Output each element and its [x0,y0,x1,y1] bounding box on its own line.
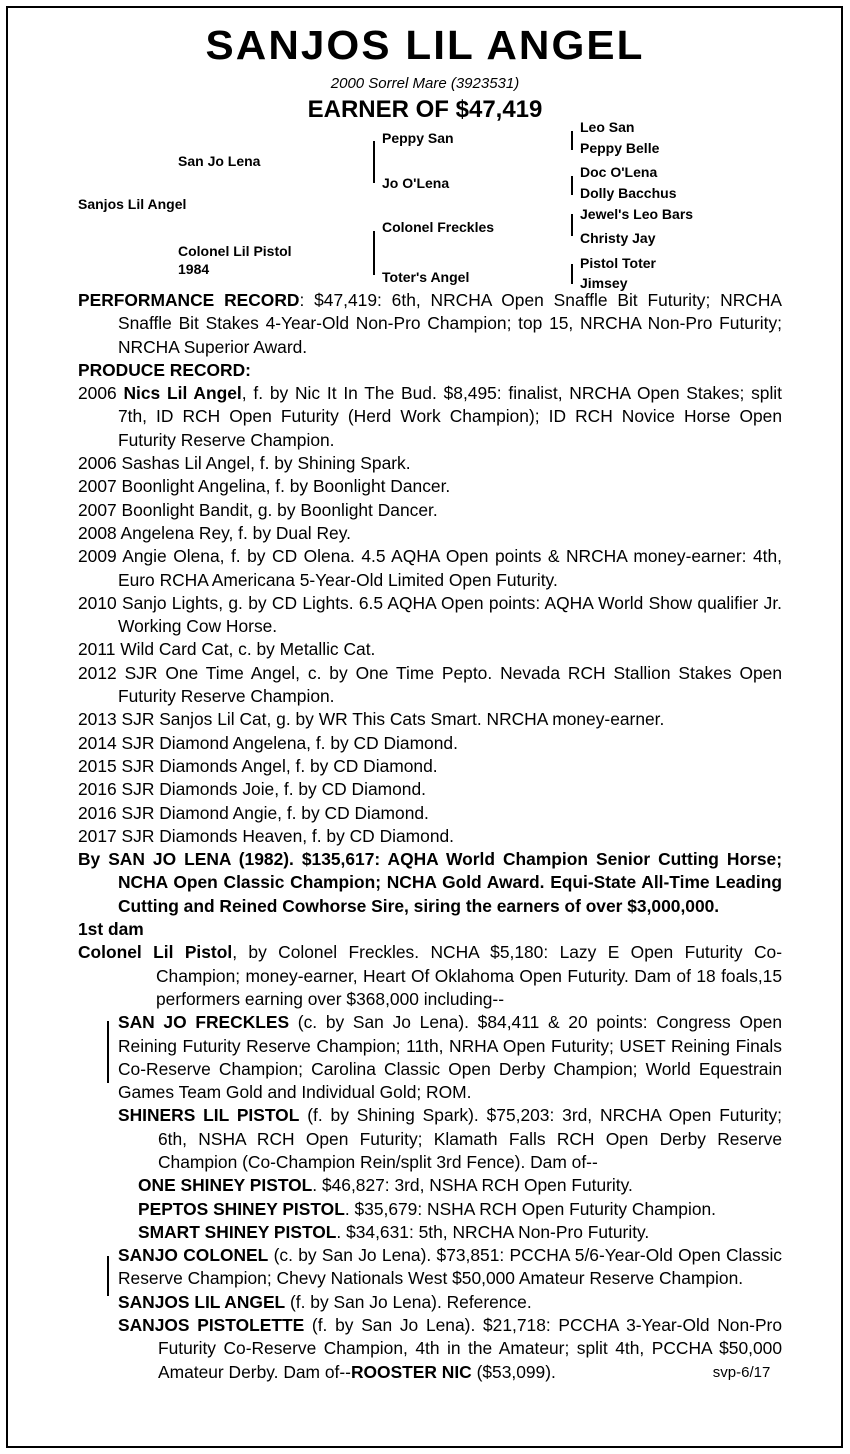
produce-item: 2016 SJR Diamonds Joie, f. by CD Diamond. [78,779,426,800]
produce-text: , f. by Nic It In The Bud. $8,495: finalist, NRCHA Open Stakes; split 7th, ID RCH Open Futurity (Herd Work Champion); ID RCH Novice Horse Open Futurity Reserve Champion. [118,383,783,450]
earnings-heading: EARNER OF $47,419 [307,96,543,123]
offspring-bracket [107,1021,109,1083]
grand-offspring-name: SMART SHINEY PISTOL [138,1221,337,1242]
grand-offspring-name: PEPTOS SHINEY PISTOL [138,1198,345,1219]
offspring-entry [118,1314,782,1384]
produce-name: Nics Lil Angel [123,383,242,404]
grand-offspring-entry [138,1198,782,1221]
pedigree-bracket [571,131,573,150]
produce-item: 2012 SJR One Time Angel, c. by One Time Pepto. Nevada RCH Stallion Stakes Open Futurity Reserve Champion. [78,662,782,707]
pedigree-bracket [373,231,375,275]
offspring-name: SAN JO FRECKLES [118,1012,290,1033]
first-dam-heading: 1st dam [78,919,144,940]
produce-item: 2007 Boonlight Angelina, f. by Boonlight Dancer. [78,476,451,497]
pedigree-ancestor: Leo San [580,119,635,135]
produce-item: 2008 Angelena Rey, f. by Dual Rey. [78,522,351,543]
produce-item: 2015 SJR Diamonds Angel, f. by CD Diamond. [78,755,438,776]
grand-offspring-entry [138,1174,782,1197]
pedigree-bracket [571,176,573,195]
produce-item: 2016 SJR Diamond Angie, f. by CD Diamond. [78,802,429,823]
offspring-name: SHINERS LIL PISTOL [118,1105,300,1126]
offspring-text: (f. by Shining Spark). $75,203: 3rd, NRCHA Open Futurity; 6th, NSHA RCH Open Futurity; Klamath Falls RCH Open Derby Reserve Champion (Co-Champion Rein/split 3rd Fence). Dam of-- [158,1105,783,1172]
pedigree-dam-sire: Colonel Freckles [382,219,495,235]
pedigree-ancestor: Pistol Toter [580,255,656,271]
pedigree-ancestor: Jewel's Leo Bars [580,206,694,222]
pedigree-dam: Colonel Lil Pistol [178,243,292,259]
produce-item: 2013 SJR Sanjos Lil Cat, g. by WR This Cats Smart. NRCHA money-earner. [78,709,665,730]
produce-item: 2007 Boonlight Bandit, g. by Boonlight Dancer. [78,499,438,520]
pedigree-ancestor: Doc O'Lena [580,164,658,180]
produce-item: 2017 SJR Diamonds Heaven, f. by CD Diamond. [78,825,455,846]
pedigree-sire-dam: Jo O'Lena [382,175,450,191]
offspring-tail-text: ($53,099). [471,1361,556,1382]
pedigree-ancestor: Christy Jay [580,230,656,246]
grand-offspring-text: . $35,679: NSHA RCH Open Futurity Champion. [344,1198,717,1219]
pedigree-bracket [571,214,573,236]
produce-item: 2009 Angie Olena, f. by CD Olena. 4.5 AQHA Open points & NRCHA money-earner: 4th, Euro RCHA Americana 5-Year-Old Limited Open Futurity. [78,546,782,590]
pedigree-bracket [571,264,573,284]
offspring-entry [118,1011,782,1104]
produce-year: 2006 [78,383,124,404]
performance-record [78,289,782,359]
first-dam-name: Colonel Lil Pistol [78,942,233,963]
produce-item: 2014 SJR Diamond Angelena, f. by CD Diamond. [78,732,458,753]
pedigree-sire-sire: Peppy San [382,130,454,146]
offspring-text: (f. by San Jo Lena). $21,718: PCCHA 3-Year-Old Non-Pro Futurity Co-Reserve Champion, 4th in the Amateur; split 4th, PCCHA $50,000 Amateur Derby. Dam of-- [158,1315,783,1382]
grand-offspring-entry [138,1221,782,1244]
pedigree-ancestor: Jimsey [580,275,628,291]
produce-heading: PRODUCE RECORD: [78,359,251,380]
performance-label: PERFORMANCE RECORD [78,290,300,310]
performance-text: : $47,419: 6th, NRCHA Open Snaffle Bit Futurity; NRCHA Snaffle Bit Stakes 4-Year-Old Non-Pro Champion; top 15, NRCHA Non-Pro Futurity; NRCHA Superior Award. [118,290,782,357]
offspring-text: (f. by San Jo Lena). Reference. [285,1291,532,1312]
first-dam-text: , by Colonel Freckles. NCHA $5,180: Lazy E Open Futurity Co-Champion; money-earner, Heart Of Oklahoma Open Futurity. Dam of 18 foals,15 performers earning over $368,000 including-- [156,942,783,1009]
first-dam-record [78,941,782,1011]
pedigree-ancestor: Peppy Belle [580,140,660,156]
offspring-entry [118,1244,782,1291]
produce-item: 2006 Sashas Lil Angel, f. by Shining Spark. [78,453,411,474]
page-title: SANJOS LIL ANGEL [205,22,645,68]
record-text [78,289,782,1384]
offspring-text: (c. by San Jo Lena). $84,411 & 20 points: Congress Open Reining Futurity Reserve Champion; 11th, NRHA Open Futurity; USET Reining Finals Co-Reserve Champion; Carolina Classic Open Derby Champion; World Equestrain Games Team Gold and Individual Gold; ROM. [118,1012,782,1103]
pedigree-sire: San Jo Lena [178,153,261,169]
pedigree-dam-year: 1984 [178,261,210,277]
offspring-name: SANJOS PISTOLETTE [118,1315,305,1336]
grand-offspring-name: ONE SHINEY PISTOL [138,1175,313,1196]
pedigree-ancestor: Dolly Bacchus [580,185,677,201]
offspring-name: SANJOS LIL ANGEL [118,1291,286,1312]
sire-note: By SAN JO LENA (1982). $135,617: AQHA World Champion Senior Cutting Horse; NCHA Open Classic Champion; NCHA Gold Award. Equi-State All-Time Leading Cutting and Reined Cowhorse Sire, siring the earners of over $3,000,000. [78,849,782,916]
offspring-entry [118,1291,782,1314]
footer-code: svp-6/17 [712,1363,771,1381]
pedigree-bracket [373,141,375,183]
offspring-entry [118,1104,782,1174]
produce-item: 2011 Wild Card Cat, c. by Metallic Cat. [78,639,376,660]
pedigree-dam-dam: Toter's Angel [382,269,470,285]
grand-offspring-text: . $46,827: 3rd, NSHA RCH Open Futurity. [312,1175,633,1196]
produce-item [78,382,782,452]
horse-description: 2000 Sorrel Mare (3923531) [330,75,520,92]
grand-offspring-text: . $34,631: 5th, NRCHA Non-Pro Futurity. [336,1221,650,1242]
offspring-bracket [107,1256,109,1296]
offspring-text: (c. by San Jo Lena). $73,851: PCCHA 5/6-Year-Old Open Classic Reserve Champion; Chevy Nationals West $50,000 Amateur Reserve Champion. [118,1245,782,1289]
offspring-tail-name: ROOSTER NIC [350,1361,472,1382]
pedigree-subject: Sanjos Lil Angel [78,196,187,212]
offspring-name: SANJO COLONEL [118,1245,269,1266]
produce-item: 2010 Sanjo Lights, g. by CD Lights. 6.5 AQHA Open points: AQHA World Show qualifier Jr. Working Cow Horse. [78,592,782,637]
